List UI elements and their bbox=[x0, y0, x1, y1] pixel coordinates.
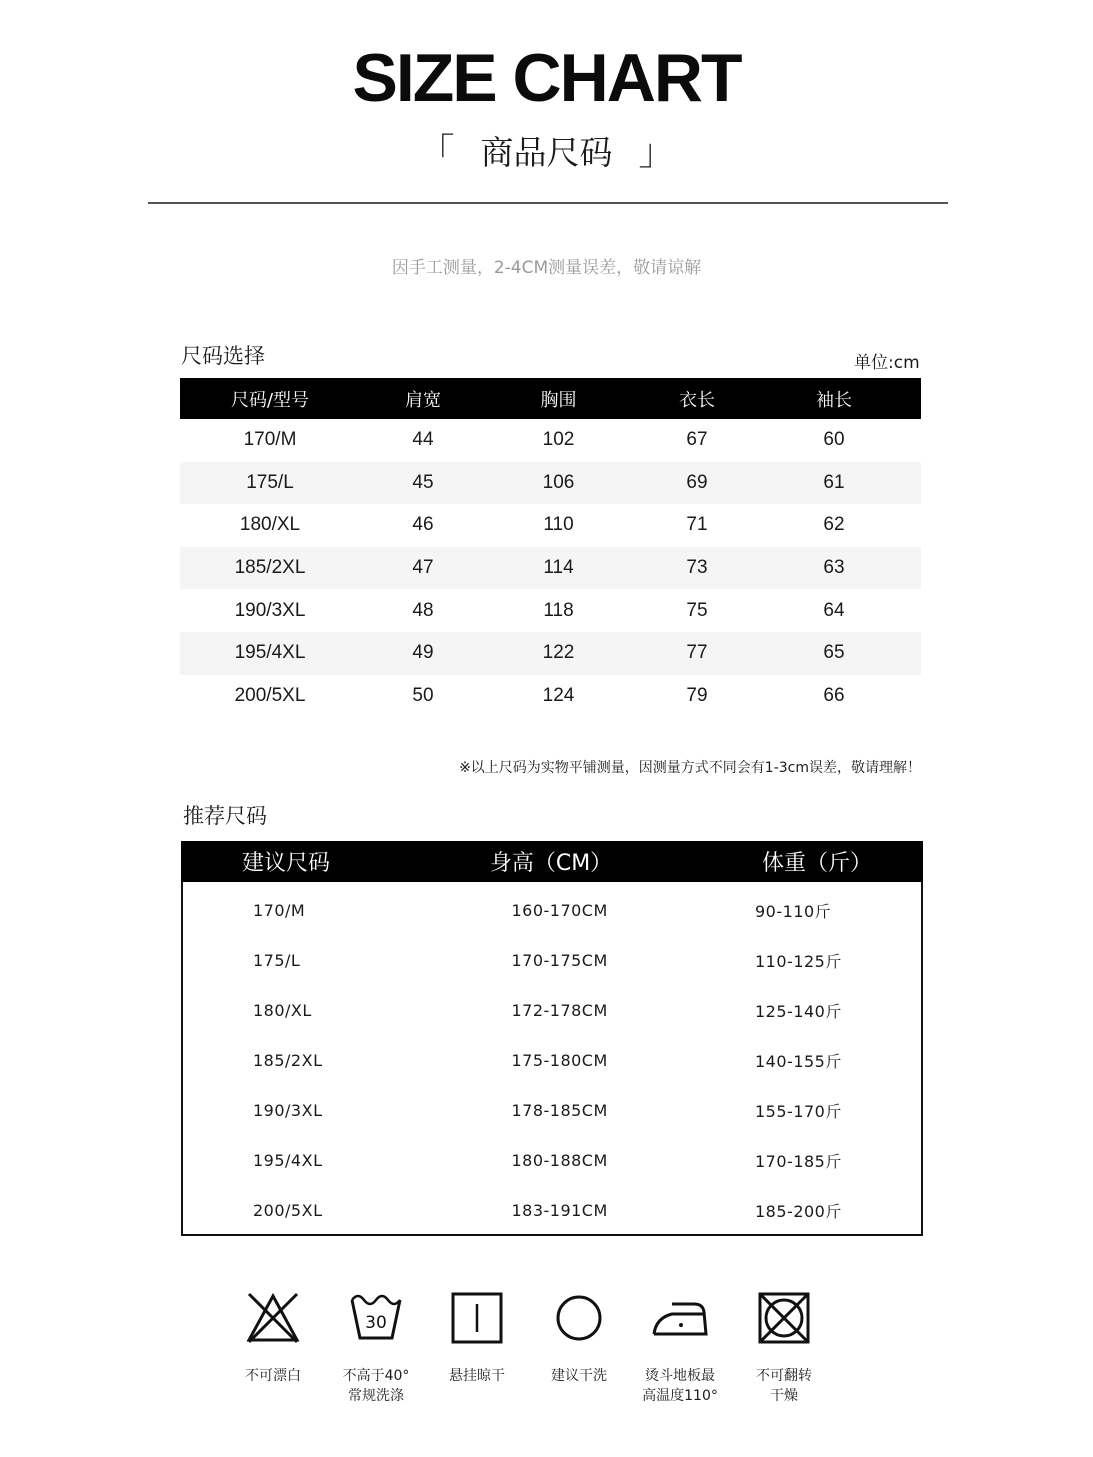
table-row bbox=[183, 885, 921, 935]
size-table-header bbox=[180, 378, 921, 419]
size-table-body bbox=[180, 419, 921, 717]
col-shoulder: 肩宽 bbox=[405, 389, 441, 411]
care-item-no-bleach bbox=[223, 1290, 323, 1386]
table-cell: 180/XL bbox=[239, 514, 301, 536]
table-cell: 155-170斤 bbox=[755, 1101, 842, 1121]
care-item-iron bbox=[630, 1290, 730, 1406]
table-cell: 61 bbox=[823, 471, 845, 493]
table-cell: 65 bbox=[823, 642, 845, 664]
table-row bbox=[183, 1035, 921, 1085]
table-cell: 106 bbox=[542, 471, 575, 493]
table-cell: 180-188CM bbox=[511, 1150, 608, 1170]
iron-icon bbox=[650, 1290, 710, 1346]
table-row bbox=[180, 589, 921, 632]
col-chest: 胸围 bbox=[540, 389, 577, 411]
table-cell: 63 bbox=[823, 557, 845, 579]
bracket-open: 「 bbox=[418, 132, 455, 173]
table-cell: 45 bbox=[412, 471, 434, 493]
measurement-note: 因手工测量，2-4CM测量误差，敬请谅解 bbox=[391, 258, 702, 278]
table-cell: 118 bbox=[543, 599, 574, 621]
dry-clean-icon bbox=[551, 1290, 607, 1346]
subtitle-text: 商品尺码 bbox=[480, 133, 613, 172]
table-cell: 66 bbox=[823, 684, 845, 706]
table-cell: 125-140斤 bbox=[755, 1001, 842, 1021]
table-cell: 75 bbox=[686, 599, 708, 621]
no-bleach-icon bbox=[245, 1290, 301, 1346]
col-size: 尺码/型号 bbox=[230, 389, 310, 411]
table-cell: 79 bbox=[686, 684, 708, 706]
table-cell: 190/3XL bbox=[234, 599, 306, 621]
table-cell: 170/M bbox=[253, 900, 306, 920]
recommend-table bbox=[181, 841, 923, 1236]
table-row bbox=[180, 504, 921, 547]
care-item-dry-clean bbox=[529, 1290, 629, 1386]
wash-temp: 30 bbox=[365, 1313, 387, 1333]
table-cell: 48 bbox=[412, 599, 434, 621]
recommend-table-header bbox=[181, 841, 923, 882]
table-cell: 49 bbox=[412, 642, 434, 664]
table-row bbox=[180, 632, 921, 675]
table-cell: 178-185CM bbox=[511, 1100, 608, 1120]
table-cell: 73 bbox=[686, 557, 708, 579]
care-label: 不可翻转 干燥 bbox=[756, 1368, 812, 1404]
table-cell: 185/2XL bbox=[253, 1050, 323, 1070]
table-cell: 77 bbox=[686, 642, 708, 664]
table-row bbox=[183, 985, 921, 1035]
table-cell: 175-180CM bbox=[511, 1050, 608, 1070]
table-cell: 175/L bbox=[246, 471, 294, 493]
table-cell: 50 bbox=[412, 684, 434, 706]
table-cell: 122 bbox=[542, 642, 575, 664]
care-label: 建议干洗 bbox=[551, 1368, 607, 1384]
table-cell: 190/3XL bbox=[253, 1100, 323, 1120]
size-footnote: ※以上尺码为实物平铺测量，因测量方式不同会有1-3cm误差，敬请理解！ bbox=[459, 760, 921, 776]
table-cell: 183-191CM bbox=[511, 1200, 608, 1220]
page-title: SIZE CHART bbox=[352, 40, 741, 116]
table-cell: 46 bbox=[412, 514, 434, 536]
table-cell: 67 bbox=[686, 429, 708, 451]
table-cell: 110-125斤 bbox=[755, 951, 842, 971]
table-cell: 170-175CM bbox=[511, 950, 608, 970]
table-cell: 172-178CM bbox=[511, 1000, 608, 1020]
table-cell: 200/5XL bbox=[253, 1200, 323, 1220]
table-cell: 160-170CM bbox=[511, 900, 608, 920]
header-divider bbox=[148, 202, 948, 204]
wash-30-icon bbox=[348, 1290, 404, 1346]
table-cell: 185/2XL bbox=[234, 557, 306, 579]
table-cell: 200/5XL bbox=[234, 684, 306, 706]
table-cell: 195/4XL bbox=[253, 1150, 323, 1170]
table-cell: 185-200斤 bbox=[755, 1201, 842, 1221]
table-cell: 110 bbox=[543, 514, 574, 536]
table-cell: 124 bbox=[542, 684, 575, 706]
table-row bbox=[183, 1085, 921, 1135]
table-row bbox=[180, 675, 921, 718]
table-cell: 195/4XL bbox=[234, 642, 306, 664]
col-length: 衣长 bbox=[679, 389, 715, 411]
table-cell: 180/XL bbox=[253, 1000, 312, 1020]
table-cell: 62 bbox=[823, 514, 845, 536]
no-tumble-dry-icon bbox=[756, 1290, 812, 1346]
care-item-wash bbox=[326, 1290, 426, 1406]
table-cell: 60 bbox=[823, 429, 845, 451]
care-item-no-tumble-dry bbox=[734, 1290, 834, 1406]
table-row bbox=[180, 547, 921, 590]
table-cell: 44 bbox=[412, 429, 434, 451]
table-cell: 47 bbox=[412, 557, 434, 579]
page-subtitle bbox=[0, 130, 1093, 176]
table-cell: 170/M bbox=[243, 429, 297, 451]
table-cell: 102 bbox=[542, 429, 575, 451]
table-row bbox=[183, 1185, 921, 1235]
table-row bbox=[183, 1135, 921, 1185]
table-row bbox=[183, 935, 921, 985]
table-cell: 71 bbox=[686, 514, 708, 536]
col-suggested-size: 建议尺码 bbox=[241, 851, 330, 876]
table-cell: 175/L bbox=[253, 950, 301, 970]
bracket-close: 」 bbox=[638, 132, 675, 173]
hang-dry-icon bbox=[449, 1290, 505, 1346]
col-weight: 体重（斤） bbox=[761, 851, 872, 876]
care-label: 不高于40° 常规洗涤 bbox=[342, 1368, 410, 1404]
table-cell: 170-185斤 bbox=[755, 1151, 842, 1171]
recommend-section-label: 推荐尺码 bbox=[183, 804, 267, 828]
care-item-hang-dry bbox=[427, 1290, 527, 1386]
table-row bbox=[180, 419, 921, 462]
table-cell: 64 bbox=[823, 599, 845, 621]
table-cell: 140-155斤 bbox=[755, 1051, 842, 1071]
recommend-table-body bbox=[181, 882, 923, 1236]
unit-label: 单位:cm bbox=[854, 353, 920, 373]
col-height: 身高（CM） bbox=[489, 851, 613, 876]
table-cell: 114 bbox=[543, 557, 574, 579]
table-cell: 69 bbox=[686, 471, 708, 493]
care-label: 烫斗地板最 高温度110° bbox=[642, 1368, 718, 1404]
size-section-label: 尺码选择 bbox=[181, 344, 265, 368]
table-row bbox=[180, 462, 921, 505]
col-sleeve: 袖长 bbox=[816, 389, 852, 411]
size-table bbox=[180, 378, 921, 717]
care-label: 悬挂晾干 bbox=[449, 1368, 505, 1384]
table-cell: 90-110斤 bbox=[755, 901, 832, 921]
care-label: 不可漂白 bbox=[245, 1368, 301, 1384]
